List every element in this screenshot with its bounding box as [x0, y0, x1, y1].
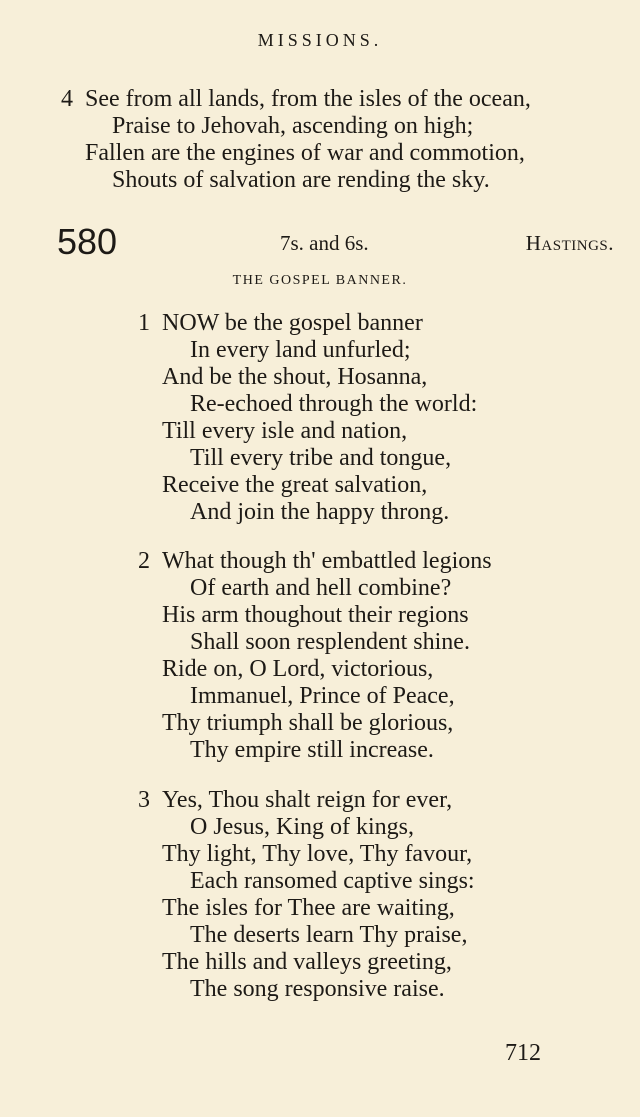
hymn-tune: Hastings.	[525, 231, 614, 255]
stanza-line: The hills and valleys greeting,	[162, 949, 452, 975]
stanza-line: Till every isle and nation,	[162, 418, 408, 444]
stanza-line: And be the shout, Hosanna,	[162, 364, 428, 390]
stanza-2	[138, 548, 492, 764]
stanza-line: The song responsive raise.	[190, 976, 445, 1002]
hymn-heading	[0, 222, 640, 262]
stanza-line: His arm thoughout their regions	[162, 602, 469, 628]
stanza-line: Receive the great salvation,	[162, 472, 428, 498]
stanza-line: 4 See from all lands, from the isles of the ocean,	[61, 86, 531, 112]
stanza-line: And join the happy throng.	[190, 499, 450, 525]
stanza-line: Thy light, Thy love, Thy favour,	[162, 841, 473, 867]
stanza-line: The isles for Thee are waiting,	[162, 895, 455, 921]
stanza-line: 1 NOW be the gospel banner	[138, 310, 423, 336]
stanza-line: In every land unfurled;	[190, 337, 411, 363]
stanza-line: O Jesus, King of kings,	[190, 814, 415, 840]
stanza-line: Each ransomed captive sings:	[190, 868, 475, 894]
stanza-line: Of earth and hell combine?	[190, 575, 452, 601]
stanza-line: Till every tribe and tongue,	[190, 445, 452, 471]
stanza-1	[138, 310, 478, 526]
stanza-line: Praise to Jehovah, ascending on high;	[112, 113, 474, 139]
stanza-line: Ride on, O Lord, victorious,	[162, 656, 434, 682]
hymn-meter: 7s. and 6s.	[280, 231, 369, 255]
stanza-line: 2 What though th' embattled legions	[138, 548, 492, 574]
stanza-number: 4	[61, 86, 73, 112]
stanza-line: Re-echoed through the world:	[190, 391, 478, 417]
prev-stanza	[61, 86, 531, 194]
stanza-line: Immanuel, Prince of Peace,	[190, 683, 455, 709]
stanza-line: Shall soon resplendent shine.	[190, 629, 470, 655]
stanza-number: 3	[138, 787, 150, 813]
stanza-3	[138, 787, 475, 1003]
stanza-line: Thy empire still increase.	[190, 737, 434, 763]
stanza-line: The deserts learn Thy praise,	[190, 922, 468, 948]
stanza-line: Fallen are the engines of war and commotion,	[85, 140, 525, 166]
hymn-number: 580	[57, 221, 118, 262]
running-head: MISSIONS.	[257, 30, 383, 50]
stanza-line: Shouts of salvation are rending the sky.	[112, 167, 490, 193]
hymn-title: THE GOSPEL BANNER.	[232, 273, 408, 288]
stanza-number: 1	[138, 310, 150, 336]
stanza-number: 2	[138, 548, 150, 574]
stanza-line: 3 Yes, Thou shalt reign for ever,	[138, 787, 453, 813]
stanza-line: Thy triumph shall be glorious,	[162, 710, 454, 736]
page-number: 712	[505, 1040, 541, 1066]
